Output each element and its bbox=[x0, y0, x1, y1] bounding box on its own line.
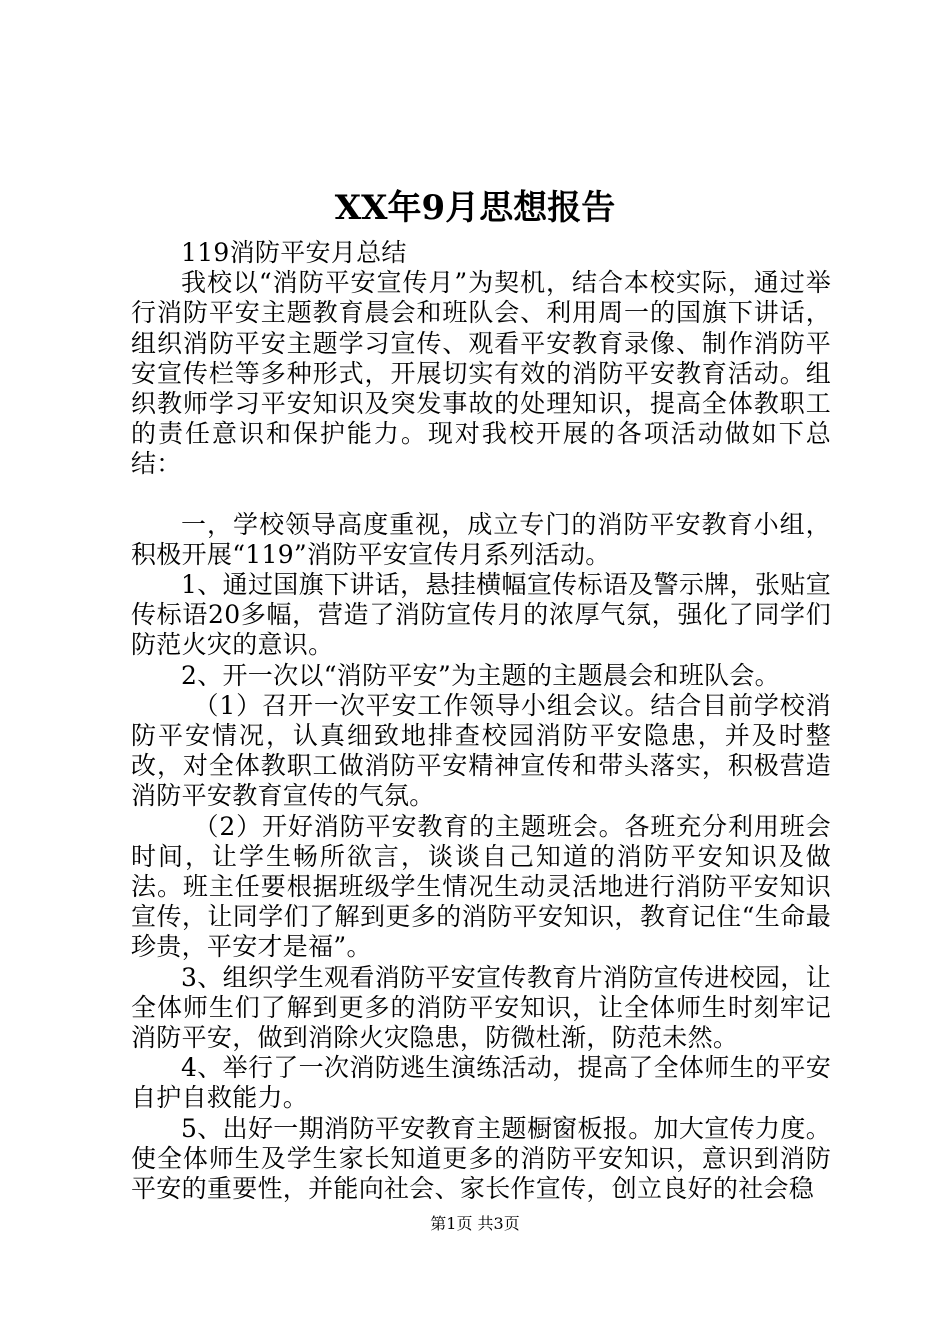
paragraph-item-5: 5、出好一期消防平安教育主题橱窗板报。加大宣传力度。使全体师生及学生家长知道更多的消防平安知识，意识到消防平安的重要性，并能向社会、家长作宣传，创立良好的社会稳 bbox=[131, 1113, 831, 1204]
paragraph-item-4: 4、举行了一次消防逃生演练活动，提高了全体师生的平安自护自救能力。 bbox=[131, 1053, 831, 1113]
paragraph-subtitle: 119消防平安月总结 bbox=[181, 238, 407, 267]
paragraph-section-1: 一，学校领导高度重视，成立专门的消防平安教育小组，积极开展“119”消防平安宣传月系列活动。 bbox=[131, 509, 831, 569]
document-body bbox=[131, 238, 831, 1204]
page-number-footer: 第1页 共3页 bbox=[430, 1214, 520, 1233]
paragraph-item-1: 1、通过国旗下讲话，悬挂横幅宣传标语及警示牌，张贴宣传标语20多幅，营造了消防宣传月的浓厚气氛，强化了同学们防范火灾的意识。 bbox=[131, 570, 831, 660]
document-title: XX年9月思想报告 bbox=[334, 188, 616, 228]
paragraph-item-2-sub-1: （1）召开一次平安工作领导小组会议。结合目前学校消防平安情况，认真细致地排查校园消防平安隐患，并及时整改，对全体教职工做消防平安精神宣传和带头落实，积极营造消防平安教育宣传的气氛。 bbox=[131, 690, 831, 811]
paragraph-intro: 我校以“消防平安宣传月”为契机，结合本校实际，通过举行消防平安主题教育晨会和班队会、利用周一的国旗下讲话，组织消防平安主题学习宣传、观看平安教育录像、制作消防平安宣传栏等多种形式，开展切实有效的消防平安教育活动。组织教师学习平安知识及突发事故的处理知识，提高全体教职工的责任意识和保护能力。现对我校开展的各项活动做如下总结： bbox=[131, 268, 831, 479]
paragraph-item-2-sub-2: （2）开好消防平安教育的主题班会。各班充分利用班会时间，让学生畅所欲言，谈谈自己知道的消防平安知识及做法。班主任要根据班级学生情况生动灵活地进行消防平安知识宣传，让同学们了解到更多的消防平安知识，教育记住“生命最珍贵，平安才是福”。 bbox=[131, 811, 831, 962]
paragraph-item-3: 3、组织学生观看消防平安宣传教育片消防宣传进校园，让全体师生们了解到更多的消防平安知识，让全体师生时刻牢记消防平安，做到消除火灾隐患，防微杜渐，防范未然。 bbox=[131, 962, 831, 1053]
paragraph-item-2: 2、开一次以“消防平安”为主题的主题晨会和班队会。 bbox=[181, 660, 780, 690]
